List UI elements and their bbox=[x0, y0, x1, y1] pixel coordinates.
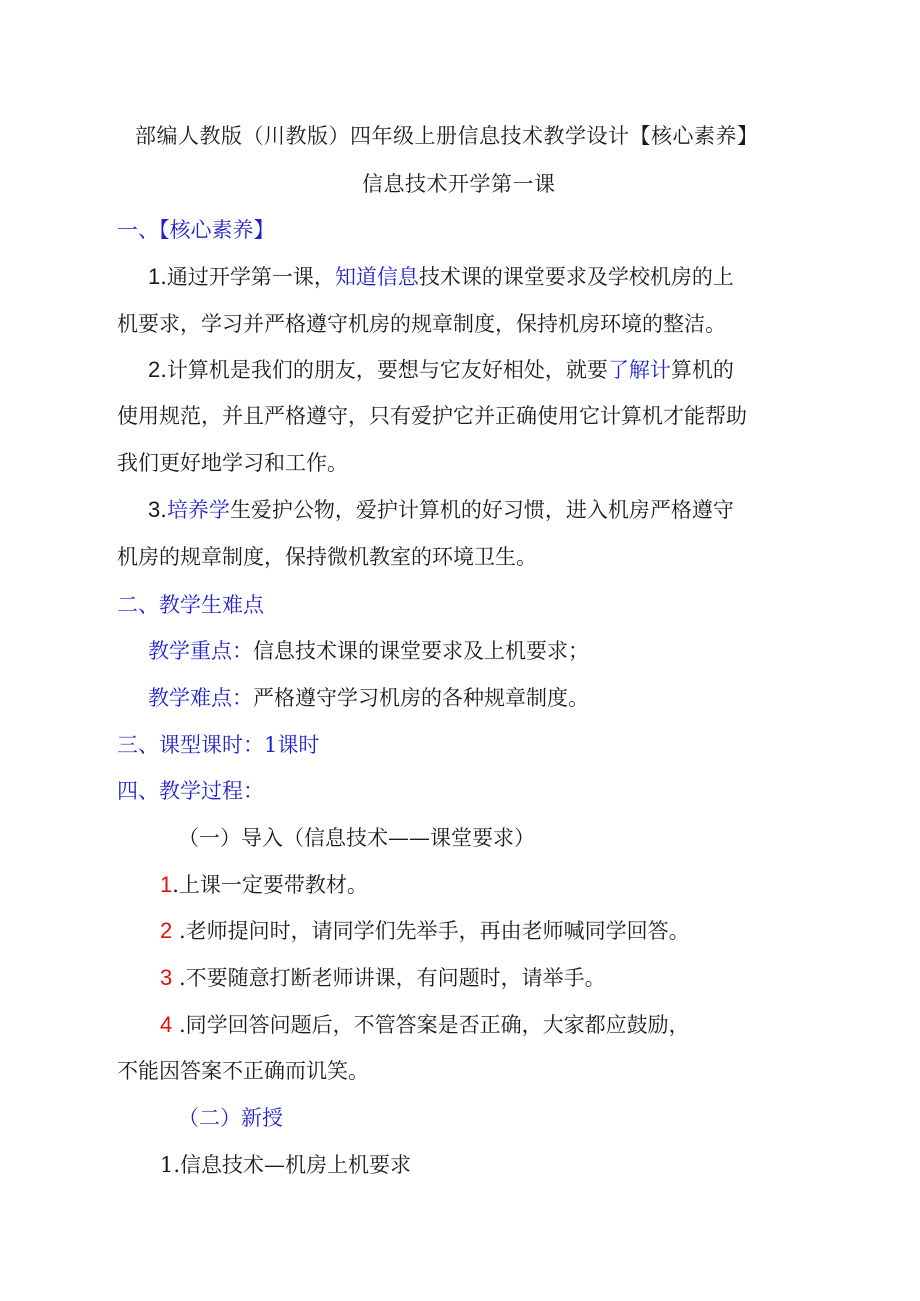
section1-item2-line2: 使用规范，并且严格遵守，只有爱护它并正确使用它计算机才能帮助 bbox=[117, 404, 747, 428]
subsection-intro: （一）导入（信息技术——课堂要求） bbox=[178, 826, 535, 850]
section1-item1-line1 bbox=[148, 262, 734, 292]
item-number: 2 bbox=[148, 357, 161, 382]
rule-item bbox=[160, 916, 690, 946]
section1-item3-line1 bbox=[148, 495, 734, 525]
item-text: 算机的 bbox=[670, 358, 734, 382]
section1-item2-line3: 我们更好地学习和工作。 bbox=[117, 451, 348, 475]
rule-item bbox=[160, 870, 368, 900]
difficulty-label: 教学难点： bbox=[148, 686, 253, 710]
item-text: 生爱护公物，爱护计算机的好习惯，进入机房严格遵守 bbox=[229, 498, 734, 522]
section4-heading: 四、教学过程： bbox=[117, 779, 264, 803]
section1-item3-line2: 机房的规章制度，保持微机教室的环境卫生。 bbox=[117, 545, 537, 569]
rule-text: .同学回答问题后，不管答案是否正确，大家都应鼓励， bbox=[178, 1013, 690, 1037]
item-number: 3 bbox=[148, 497, 161, 522]
section1-item2-line1 bbox=[148, 355, 734, 385]
rule-item bbox=[160, 963, 606, 993]
item-link-text: 知道信息 bbox=[334, 265, 419, 289]
rule-item-continuation: 不能因答案不正确而讥笑。 bbox=[117, 1059, 369, 1083]
item-text: . bbox=[160, 498, 167, 522]
section3-heading: 三、课型课时：1课时 bbox=[117, 733, 320, 757]
rule-number: 1 bbox=[160, 872, 173, 897]
rule-item bbox=[160, 1010, 690, 1040]
key-point-label: 教学重点： bbox=[148, 639, 253, 663]
rule-text: .上课一定要带教材。 bbox=[172, 873, 368, 897]
key-point-line bbox=[148, 636, 589, 666]
item-text: 技术课的课堂要求及学校机房的上 bbox=[418, 265, 734, 289]
subsection-new-lesson: （二）新授 bbox=[178, 1106, 283, 1130]
key-point-text: 信息技术课的课堂要求及上机要求； bbox=[253, 639, 589, 663]
item-link-text: 了解计 bbox=[607, 358, 671, 382]
section2-heading: 二、教学生难点 bbox=[117, 593, 264, 617]
doc-title-line2: 信息技术开学第一课 bbox=[362, 172, 556, 196]
item-number: 1 bbox=[148, 264, 161, 289]
rule-number: 3 bbox=[160, 965, 173, 990]
rule-number: 2 bbox=[160, 918, 173, 943]
rule-number: 4 bbox=[160, 1012, 173, 1037]
item-link-text: 培养学 bbox=[166, 498, 230, 522]
rule-text: .不要随意打断老师讲课，有问题时，请举手。 bbox=[178, 966, 606, 990]
difficulty-line bbox=[148, 683, 589, 713]
new-lesson-item1: 1.信息技术—机房上机要求 bbox=[160, 1153, 412, 1177]
rule-text: .老师提问时，请同学们先举手，再由老师喊同学回答。 bbox=[178, 919, 690, 943]
section1-heading: 一、【核心素养】 bbox=[117, 218, 275, 242]
difficulty-text: 严格遵守学习机房的各种规章制度。 bbox=[253, 686, 589, 710]
item-text: .计算机是我们的朋友，要想与它友好相处，就要 bbox=[160, 358, 608, 382]
item-text: .通过开学第一课， bbox=[160, 265, 335, 289]
section1-item1-line2: 机要求，学习并严格遵守机房的规章制度，保持机房环境的整洁。 bbox=[117, 312, 726, 336]
doc-title-line1: 部编人教版（川教版）四年级上册信息技术教学设计【核心素养】 bbox=[135, 124, 759, 148]
